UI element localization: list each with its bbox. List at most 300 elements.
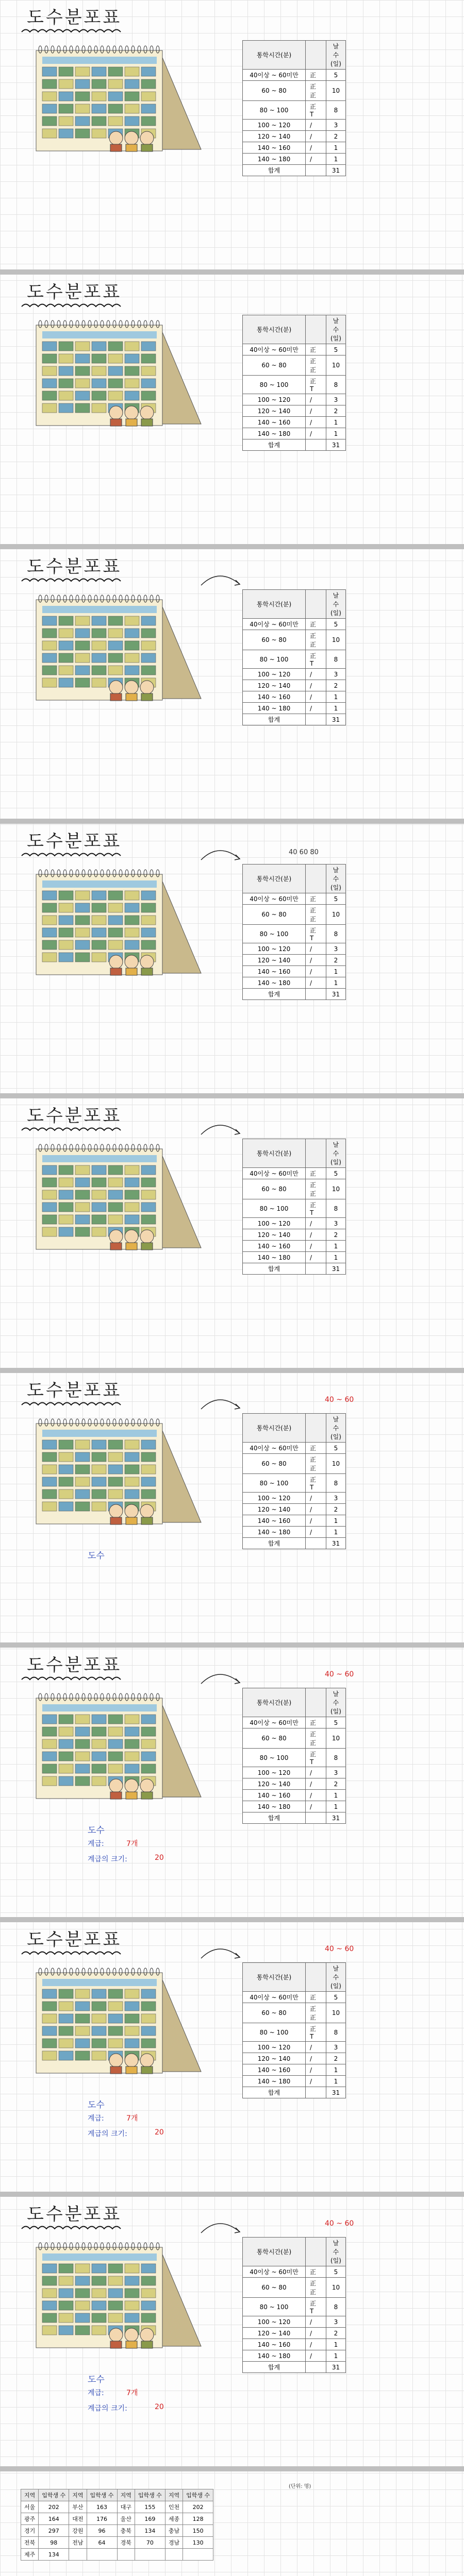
frequency-panel xyxy=(0,2197,464,2471)
tally-cell: / xyxy=(306,1527,326,1538)
pop-cell: 134 xyxy=(39,2549,69,2561)
class-cell: 100 ~ 120 xyxy=(243,1218,306,1229)
count-cell: 10 xyxy=(326,1179,346,1199)
width-note-label: 계급의 크기: xyxy=(88,2404,127,2413)
table-row xyxy=(243,1767,346,1778)
table-row xyxy=(243,1474,346,1493)
pop-cell: 경북 xyxy=(117,2537,135,2549)
header-class: 통학시간(분) xyxy=(243,1688,306,1717)
tally-cell: 正 正 xyxy=(306,1454,326,1474)
tally-cell: 正 T xyxy=(306,2023,326,2042)
freq-label: 도수 xyxy=(88,1551,105,1561)
tally-cell: / xyxy=(306,131,326,142)
tally-cell: 正 正 xyxy=(306,1728,326,1749)
tally-cell: 正 xyxy=(306,1443,326,1454)
total-label: 합계 xyxy=(243,714,306,725)
width-note-value: 20 xyxy=(155,1854,164,1862)
pop-cell xyxy=(87,2549,117,2561)
pop-cell: 176 xyxy=(87,2513,117,2525)
count-cell: 5 xyxy=(326,893,346,905)
panel-title: 도수분포표 xyxy=(27,1655,122,1675)
count-cell: 10 xyxy=(326,905,346,925)
total-value: 31 xyxy=(326,989,346,1000)
frequency-panel xyxy=(0,1922,464,2197)
count-cell: 1 xyxy=(326,2064,346,2076)
class-cell: 40이상 ~ 60미만 xyxy=(243,1717,306,1728)
tally-cell: / xyxy=(306,2339,326,2350)
count-cell: 3 xyxy=(326,1218,346,1229)
frequency-table xyxy=(242,1139,346,1275)
width-note-label: 계급의 크기: xyxy=(88,2130,127,2138)
tally-cell: / xyxy=(306,1241,326,1252)
tally-cell: 正 正 xyxy=(306,2003,326,2023)
pop-row xyxy=(21,2513,213,2525)
class-cell: 80 ~ 100 xyxy=(243,101,306,120)
calendar-illustration xyxy=(31,1689,206,1807)
table-row xyxy=(243,2328,346,2339)
class-cell: 140 ~ 180 xyxy=(243,703,306,714)
class-cell: 140 ~ 160 xyxy=(243,142,306,154)
curved-arrow xyxy=(198,1668,245,1689)
calendar-illustration xyxy=(31,865,206,984)
count-note-value: 7개 xyxy=(126,1840,138,1848)
class-cell: 80 ~ 100 xyxy=(243,1474,306,1493)
total-value: 31 xyxy=(326,2087,346,2098)
class-cell: 40이상 ~ 60미만 xyxy=(243,619,306,630)
table-row xyxy=(243,1179,346,1199)
class-cell: 120 ~ 140 xyxy=(243,131,306,142)
tally-cell: 正 xyxy=(306,1168,326,1179)
class-cell: 100 ~ 120 xyxy=(243,1493,306,1504)
width-note-value: 20 xyxy=(155,2403,164,2411)
class-cell: 80 ~ 100 xyxy=(243,2298,306,2316)
table-row xyxy=(243,70,346,81)
count-cell: 10 xyxy=(326,630,346,650)
header-class: 통학시간(분) xyxy=(243,2238,306,2266)
count-cell: 8 xyxy=(326,2298,346,2316)
class-cell: 40이상 ~ 60미만 xyxy=(243,344,306,355)
tally-cell: / xyxy=(306,2064,326,2076)
tally-cell: / xyxy=(306,2316,326,2328)
red-range-note: 40 ~ 60 xyxy=(325,2219,354,2228)
count-cell: 2 xyxy=(326,131,346,142)
table-row xyxy=(243,1527,346,1538)
class-cell: 100 ~ 120 xyxy=(243,2042,306,2053)
table-header-row xyxy=(243,315,346,344)
wavy-underline xyxy=(21,576,124,586)
total-row xyxy=(243,2087,346,2098)
calendar-illustration xyxy=(31,316,206,434)
tally-cell: 正 T xyxy=(306,376,326,394)
class-cell: 140 ~ 180 xyxy=(243,1252,306,1263)
tally-cell: / xyxy=(306,417,326,428)
class-cell: 60 ~ 80 xyxy=(243,2278,306,2298)
table-row xyxy=(243,2042,346,2053)
tally-cell: / xyxy=(306,680,326,691)
tally-cell: / xyxy=(306,1515,326,1527)
count-cell: 10 xyxy=(326,355,346,376)
total-blank xyxy=(306,2362,326,2373)
top-class-note: 40 60 80 xyxy=(289,849,319,856)
class-cell: 100 ~ 120 xyxy=(243,394,306,405)
calendar-illustration xyxy=(31,590,206,709)
curved-arrow xyxy=(198,1943,245,1963)
tally-cell: 正 正 xyxy=(306,905,326,925)
table-row xyxy=(243,1199,346,1218)
panel-divider xyxy=(0,544,464,549)
class-cell: 120 ~ 140 xyxy=(243,680,306,691)
count-cell: 2 xyxy=(326,1778,346,1790)
class-cell: 100 ~ 120 xyxy=(243,120,306,131)
pop-cell: 부산 xyxy=(69,2501,87,2513)
header-count: 날수(일) xyxy=(326,41,346,70)
class-cell: 40이상 ~ 60미만 xyxy=(243,1168,306,1179)
header-tally xyxy=(306,1139,326,1168)
class-cell: 40이상 ~ 60미만 xyxy=(243,70,306,81)
total-label: 합계 xyxy=(243,1812,306,1824)
count-cell: 1 xyxy=(326,1252,346,1263)
frequency-table xyxy=(242,40,346,176)
frequency-table xyxy=(242,315,346,451)
tally-cell: / xyxy=(306,1801,326,1812)
total-value: 31 xyxy=(326,439,346,451)
count-cell: 1 xyxy=(326,2339,346,2350)
total-label: 합계 xyxy=(243,1538,306,1549)
table-row xyxy=(243,650,346,669)
pop-cell: 경남 xyxy=(165,2537,183,2549)
panel-divider xyxy=(0,1368,464,1373)
tally-cell: / xyxy=(306,2350,326,2362)
count-cell: 5 xyxy=(326,1717,346,1728)
tally-cell: 正 T xyxy=(306,650,326,669)
calendar-illustration xyxy=(31,41,206,160)
class-cell: 140 ~ 180 xyxy=(243,1527,306,1538)
table-row xyxy=(243,630,346,650)
header-class: 통학시간(분) xyxy=(243,590,306,619)
total-blank xyxy=(306,1538,326,1549)
header-tally xyxy=(306,590,326,619)
total-value: 31 xyxy=(326,1538,346,1549)
tally-cell: / xyxy=(306,2076,326,2087)
count-cell: 8 xyxy=(326,1474,346,1493)
header-tally xyxy=(306,1414,326,1443)
count-cell: 10 xyxy=(326,1728,346,1749)
frequency-panel xyxy=(0,0,464,275)
panel-divider xyxy=(0,269,464,275)
tally-cell: / xyxy=(306,1790,326,1801)
count-cell: 8 xyxy=(326,1199,346,1218)
total-blank xyxy=(306,1812,326,1824)
tally-cell: / xyxy=(306,977,326,989)
pop-cell: 150 xyxy=(183,2525,213,2537)
table-row xyxy=(243,1515,346,1527)
frequency-table xyxy=(242,1688,346,1824)
freq-label: 도수 xyxy=(88,2375,105,2385)
pop-cell: 155 xyxy=(135,2501,165,2513)
tally-cell: 正 T xyxy=(306,2298,326,2316)
frequency-table xyxy=(242,1962,346,2098)
table-row xyxy=(243,355,346,376)
panel-divider xyxy=(0,2466,464,2471)
pop-header-cell: 지역 xyxy=(117,2489,135,2501)
width-note-value: 20 xyxy=(155,2128,164,2137)
class-cell: 140 ~ 180 xyxy=(243,2076,306,2087)
pop-header-cell: 지역 xyxy=(69,2489,87,2501)
table-row xyxy=(243,955,346,966)
pop-header-cell: 입학생 수 xyxy=(39,2489,69,2501)
pop-cell: 대구 xyxy=(117,2501,135,2513)
table-row xyxy=(243,2298,346,2316)
tally-cell: / xyxy=(306,2042,326,2053)
tally-cell: / xyxy=(306,966,326,977)
header-tally xyxy=(306,1688,326,1717)
panel-title: 도수분포표 xyxy=(27,2204,122,2225)
total-value: 31 xyxy=(326,165,346,176)
total-row xyxy=(243,1812,346,1824)
count-cell: 1 xyxy=(326,1527,346,1538)
total-row xyxy=(243,1263,346,1275)
frequency-panel xyxy=(0,275,464,549)
tally-cell: / xyxy=(306,669,326,680)
freq-label: 도수 xyxy=(88,1825,105,1836)
class-cell: 140 ~ 180 xyxy=(243,1801,306,1812)
table-row xyxy=(243,120,346,131)
pop-row xyxy=(21,2525,213,2537)
class-cell: 120 ~ 140 xyxy=(243,2328,306,2339)
tally-cell: / xyxy=(306,405,326,417)
tally-cell: / xyxy=(306,943,326,955)
table-header-row xyxy=(243,1688,346,1717)
count-cell: 1 xyxy=(326,977,346,989)
class-cell: 80 ~ 100 xyxy=(243,650,306,669)
count-cell: 10 xyxy=(326,2278,346,2298)
wavy-underline xyxy=(21,1125,124,1136)
tally-cell: 正 xyxy=(306,893,326,905)
table-row xyxy=(243,1749,346,1767)
pop-row xyxy=(21,2501,213,2513)
header-tally xyxy=(306,41,326,70)
header-count: 날수(일) xyxy=(326,1414,346,1443)
panel-title: 도수분포표 xyxy=(27,1380,122,1401)
class-cell: 140 ~ 180 xyxy=(243,428,306,439)
header-tally xyxy=(306,315,326,344)
table-header-row xyxy=(243,41,346,70)
frequency-panel xyxy=(0,824,464,1098)
table-row xyxy=(243,344,346,355)
header-count: 날수(일) xyxy=(326,315,346,344)
tally-cell: / xyxy=(306,691,326,703)
pop-cell: 강원 xyxy=(69,2525,87,2537)
class-cell: 60 ~ 80 xyxy=(243,905,306,925)
class-cell: 120 ~ 140 xyxy=(243,405,306,417)
pop-cell: 164 xyxy=(39,2513,69,2525)
count-cell: 3 xyxy=(326,1493,346,1504)
count-cell: 1 xyxy=(326,691,346,703)
table-row xyxy=(243,2076,346,2087)
total-blank xyxy=(306,1263,326,1275)
pop-header-cell: 입학생 수 xyxy=(87,2489,117,2501)
panel-title: 도수분포표 xyxy=(27,1929,122,1950)
table-header-row xyxy=(243,1139,346,1168)
count-cell: 1 xyxy=(326,703,346,714)
pop-header-cell: 지역 xyxy=(165,2489,183,2501)
count-cell: 5 xyxy=(326,2266,346,2278)
tally-cell: / xyxy=(306,2328,326,2339)
pop-cell xyxy=(135,2549,165,2561)
table-row xyxy=(243,1778,346,1790)
total-row xyxy=(243,2362,346,2373)
frequency-panel xyxy=(0,1098,464,1373)
count-cell: 3 xyxy=(326,2042,346,2053)
class-cell: 60 ~ 80 xyxy=(243,1728,306,1749)
class-cell: 40이상 ~ 60미만 xyxy=(243,1443,306,1454)
table-header-row xyxy=(243,1963,346,1992)
count-cell: 5 xyxy=(326,619,346,630)
tally-cell: / xyxy=(306,394,326,405)
class-cell: 140 ~ 160 xyxy=(243,966,306,977)
class-cell: 100 ~ 120 xyxy=(243,943,306,955)
tally-cell: 正 xyxy=(306,344,326,355)
tally-cell: / xyxy=(306,120,326,131)
wavy-underline xyxy=(21,1674,124,1685)
panel-title: 도수분포표 xyxy=(27,1106,122,1126)
count-cell: 10 xyxy=(326,2003,346,2023)
class-cell: 100 ~ 120 xyxy=(243,2316,306,2328)
pop-cell xyxy=(117,2549,135,2561)
class-cell: 100 ~ 120 xyxy=(243,1767,306,1778)
table-row xyxy=(243,703,346,714)
table-row xyxy=(243,2266,346,2278)
table-row xyxy=(243,1728,346,1749)
table-row xyxy=(243,1252,346,1263)
frequency-table xyxy=(242,2237,346,2373)
count-cell: 3 xyxy=(326,943,346,955)
table-row xyxy=(243,2316,346,2328)
count-cell: 5 xyxy=(326,344,346,355)
table-row xyxy=(243,977,346,989)
class-cell: 140 ~ 160 xyxy=(243,2064,306,2076)
count-cell: 1 xyxy=(326,1241,346,1252)
header-count: 날수(일) xyxy=(326,2238,346,2266)
count-cell: 2 xyxy=(326,405,346,417)
total-row xyxy=(243,989,346,1000)
count-cell: 2 xyxy=(326,2328,346,2339)
class-cell: 140 ~ 180 xyxy=(243,154,306,165)
pop-cell: 제주 xyxy=(21,2549,39,2561)
table-row xyxy=(243,925,346,943)
table-row xyxy=(243,131,346,142)
calendar-illustration xyxy=(31,1963,206,2082)
table-row xyxy=(243,1443,346,1454)
tally-cell: 正 正 xyxy=(306,2278,326,2298)
table-row xyxy=(243,1992,346,2003)
header-class: 통학시간(분) xyxy=(243,41,306,70)
tally-cell: 正 正 xyxy=(306,1179,326,1199)
wavy-underline xyxy=(21,27,124,37)
class-cell: 120 ~ 140 xyxy=(243,1778,306,1790)
pop-cell: 광주 xyxy=(21,2513,39,2525)
table-header-row xyxy=(243,1414,346,1443)
total-value: 31 xyxy=(326,714,346,725)
tally-cell: 正 xyxy=(306,619,326,630)
class-cell: 140 ~ 160 xyxy=(243,1515,306,1527)
tally-cell: 正 T xyxy=(306,1199,326,1218)
total-value: 31 xyxy=(326,1263,346,1275)
table-row xyxy=(243,1241,346,1252)
header-count: 날수(일) xyxy=(326,1688,346,1717)
header-count: 날수(일) xyxy=(326,590,346,619)
count-cell: 3 xyxy=(326,394,346,405)
total-value: 31 xyxy=(326,2362,346,2373)
pop-row xyxy=(21,2549,213,2561)
table-row xyxy=(243,669,346,680)
class-cell: 140 ~ 180 xyxy=(243,2350,306,2362)
class-cell: 60 ~ 80 xyxy=(243,1179,306,1199)
count-note-label: 계급: xyxy=(88,1840,104,1848)
pop-cell: 전남 xyxy=(69,2537,87,2549)
total-label: 합계 xyxy=(243,989,306,1000)
class-cell: 140 ~ 160 xyxy=(243,417,306,428)
tally-cell: / xyxy=(306,154,326,165)
count-cell: 1 xyxy=(326,966,346,977)
table-row xyxy=(243,428,346,439)
pop-cell: 70 xyxy=(135,2537,165,2549)
table-row xyxy=(243,619,346,630)
class-cell: 140 ~ 160 xyxy=(243,2339,306,2350)
header-class: 통학시간(분) xyxy=(243,865,306,893)
count-cell: 5 xyxy=(326,1168,346,1179)
table-row xyxy=(243,154,346,165)
table-row xyxy=(243,966,346,977)
tally-cell: / xyxy=(306,428,326,439)
class-cell: 60 ~ 80 xyxy=(243,1454,306,1474)
class-cell: 120 ~ 140 xyxy=(243,1229,306,1241)
total-blank xyxy=(306,2087,326,2098)
table-row xyxy=(243,376,346,394)
table-row xyxy=(243,101,346,120)
count-cell: 8 xyxy=(326,2023,346,2042)
pop-cell: 202 xyxy=(39,2501,69,2513)
table-row xyxy=(243,2003,346,2023)
tally-cell: 正 正 xyxy=(306,355,326,376)
count-cell: 1 xyxy=(326,428,346,439)
class-cell: 40이상 ~ 60미만 xyxy=(243,2266,306,2278)
pop-cell: 128 xyxy=(183,2513,213,2525)
pop-cell: 163 xyxy=(87,2501,117,2513)
tally-cell: 正 T xyxy=(306,1749,326,1767)
tally-cell: 正 正 xyxy=(306,630,326,650)
table-row xyxy=(243,2339,346,2350)
count-cell: 10 xyxy=(326,81,346,101)
frequency-table xyxy=(242,864,346,1000)
header-count: 날수(일) xyxy=(326,865,346,893)
total-label: 합계 xyxy=(243,1263,306,1275)
pop-cell: 98 xyxy=(39,2537,69,2549)
pop-cell: 충남 xyxy=(165,2525,183,2537)
count-cell: 8 xyxy=(326,101,346,120)
count-cell: 1 xyxy=(326,142,346,154)
pop-cell: 전북 xyxy=(21,2537,39,2549)
pop-cell: 충북 xyxy=(117,2525,135,2537)
class-cell: 120 ~ 140 xyxy=(243,955,306,966)
header-tally xyxy=(306,1963,326,1992)
class-cell: 140 ~ 160 xyxy=(243,1241,306,1252)
panel-divider xyxy=(0,1642,464,1648)
count-cell: 3 xyxy=(326,669,346,680)
header-class: 통학시간(분) xyxy=(243,315,306,344)
count-cell: 1 xyxy=(326,2350,346,2362)
class-cell: 60 ~ 80 xyxy=(243,81,306,101)
